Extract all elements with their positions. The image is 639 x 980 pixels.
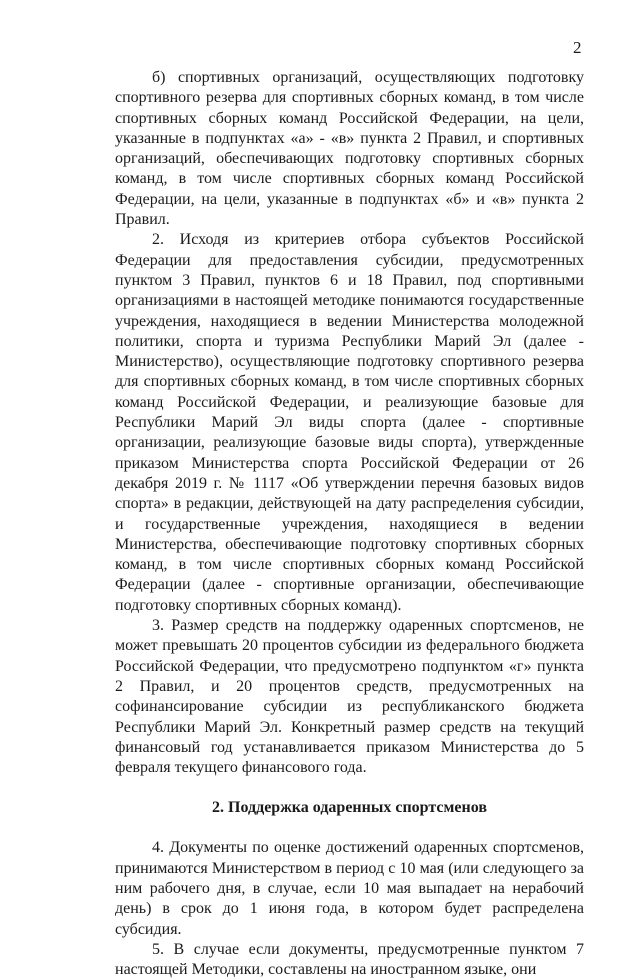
page-number: 2: [573, 38, 582, 57]
paragraph-5: 5. В случае если документы, предусмотренные пунктом 7 настоящей Методики, составлены на иностранном языке, они: [115, 940, 584, 979]
document-body: [115, 68, 584, 980]
paragraph-2: 2. Исходя из критериев отбора субъектов Российской Федерации для предоставления субсидии, предусмотренных пунктом 3 Правил, пунктов 6 и 18 Правил, под спортивными организациями в настоящей методике понимаются государственные учреждения, находящиеся в ведении Министерства молодежной политики, спорта и туризма Республики Марий Эл (далее - Министерство), осуществляющие подготовку спортивного резерва для спортивных сборных команд, в том числе спортивных сборных команд Российской Федерации, и реализующие базовые для Республики Марий Эл виды спорта (далее - спортивные организации, реализующие базовые виды спорта), утвержденные приказом Министерства спорта Российской Федерации от 26 декабря 2019 г. № 1117 «Об утверждении перечня базовых видов спорта» в редакции, действующей на дату распределения субсидии, и государственные учреждения, находящиеся в ведении Министерства, обеспечивающие подготовку спортивных сборных команд, в том числе спортивных сборных команд Российской Федерации (далее - спортивные организации, обеспечивающие подготовку спортивных сборных команд).: [115, 231, 584, 614]
section-heading: 2. Поддержка одаренных спортсменов: [212, 799, 487, 817]
paragraph-3: 3. Размер средств на поддержку одаренных спортсменов, не может превышать 20 процентов субсидии из федерального бюджета Российской Федерации, что предусмотрено подпунктом «г» пункта 2 Правил, и 20 процентов средств, предусмотренных на софинансирование субсидии из республиканского бюджета Республики Марий Эл. Конкретный размер средств на текущий финансовый год устанавливается приказом Министерства до 5 февраля текущего финансового года.: [115, 617, 584, 777]
paragraph-4: 4. Документы по оценке достижений одаренных спортсменов, принимаются Министерством в период с 10 мая (или следующего за ним рабочего дня, в случае, если 10 мая выпадает на нерабочий день) в срок до 1 июня года, в котором будет распределена субсидия.: [115, 839, 584, 938]
paragraph-1b: б) спортивных организаций, осуществляющих подготовку спортивного резерва для спортивных сборных команд, в том числе спортивных сборных команд Российской Федерации, на цели, указанные в подпунктах «а» - «в» пункта 2 Правил, и спортивных организаций, обеспечивающих подготовку спортивных сборных команд, в том числе спортивных сборных команд Российской Федерации, на цели, указанные в подпунктах «б» и «в» пункта 2 Правил.: [115, 69, 584, 229]
